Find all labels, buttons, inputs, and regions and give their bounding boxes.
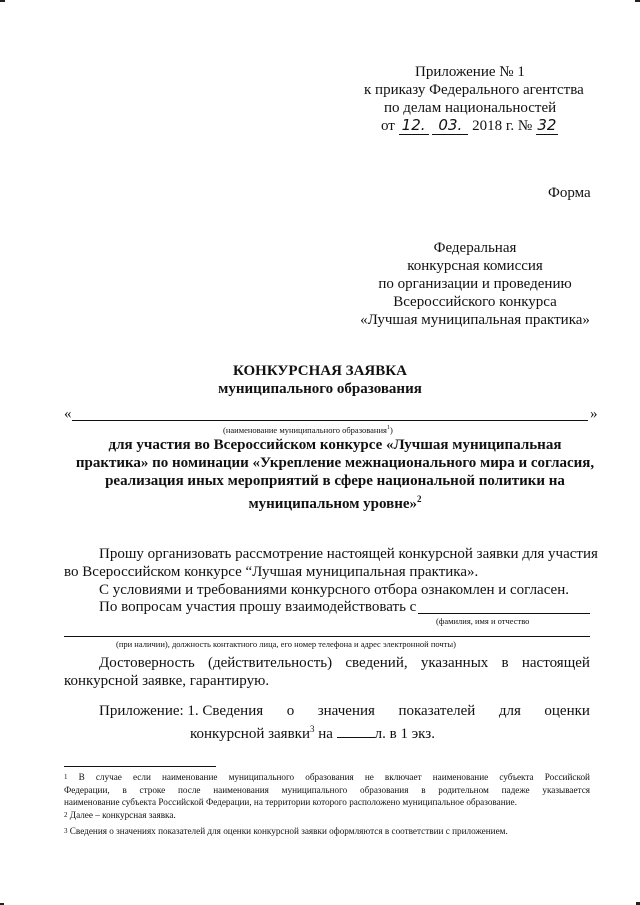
word: в bbox=[421, 784, 426, 795]
day-value: 12. bbox=[401, 116, 426, 134]
year-and-number-label: 2018 г. № bbox=[472, 118, 533, 134]
word: строке bbox=[139, 784, 166, 795]
footnote-1-line-1 bbox=[64, 771, 590, 784]
contact-caption-1: (фамилия, имя и отчество bbox=[436, 616, 530, 626]
footnote-separator bbox=[64, 766, 216, 767]
request-line-2: во Всероссийском конкурсе “Лучшая муниципальная практика». bbox=[64, 564, 479, 580]
word: значения bbox=[317, 703, 375, 719]
conditions-line: С условиями и требованиями конкурсного отбора ознакомлен и согласен. bbox=[99, 582, 569, 598]
scan-corner-mark bbox=[635, 0, 640, 2]
word: в bbox=[501, 655, 509, 671]
word: образования bbox=[305, 772, 354, 782]
attachment-line-2 bbox=[190, 720, 435, 743]
recipient-line: Всероссийского конкурса bbox=[393, 294, 557, 310]
word: для bbox=[498, 703, 521, 719]
word: оценки bbox=[544, 703, 590, 719]
reliability-line-1 bbox=[99, 654, 590, 672]
appendix-title: Приложение № 1 bbox=[415, 64, 525, 80]
appendix-date-line bbox=[381, 116, 558, 135]
date-prefix: от bbox=[381, 118, 395, 134]
footnote-2 bbox=[64, 809, 176, 822]
recipient-line: Федеральная bbox=[433, 240, 517, 256]
footnote-ref: 3 bbox=[309, 724, 315, 734]
footnote-mark: 2 bbox=[64, 811, 68, 819]
word: наименования bbox=[213, 784, 269, 795]
footnote-1 bbox=[64, 771, 590, 809]
contact-line: По вопросам участия прошу взаимодействовать с bbox=[99, 599, 417, 615]
participation-block bbox=[55, 436, 615, 513]
footnote-3 bbox=[64, 825, 508, 838]
caption-end: ) bbox=[389, 424, 393, 435]
word: муниципального bbox=[281, 784, 348, 795]
footnote-mark: 3 bbox=[64, 827, 68, 835]
contact-caption-2: (при наличии), должность контактного лица, его номер телефона и адрес электронной почты) bbox=[116, 639, 456, 649]
attachment-line-1 bbox=[99, 702, 590, 720]
word: если bbox=[132, 772, 151, 782]
word: в bbox=[122, 784, 127, 795]
form-label: Форма bbox=[548, 185, 591, 201]
word: показателей bbox=[398, 703, 476, 719]
contact-person-field[interactable] bbox=[418, 613, 590, 614]
participation-line: для участия во Всероссийском конкурсе «Лучшая муниципальная bbox=[108, 437, 562, 453]
word: наименование bbox=[161, 772, 218, 782]
word: о bbox=[286, 703, 295, 719]
footnote-1-line-3: наименование субъекта Российской Федерации, на территории которого расположено муниципальное образование. bbox=[64, 797, 517, 807]
municipality-name-field[interactable] bbox=[72, 420, 588, 421]
participation-line: практика» по номинации «Укрепление межнационального мира и согласия, bbox=[75, 455, 595, 471]
recipient-line: «Лучшая муниципальная практика» bbox=[360, 312, 590, 328]
reliability-line-2: конкурсной заявке, гарантирую. bbox=[64, 673, 270, 689]
footnote-1-line-2 bbox=[64, 784, 590, 797]
footnote-ref: 2 bbox=[417, 494, 422, 504]
request-line-1: Прошу организовать рассмотрение настоящей конкурсной заявки для участия bbox=[99, 546, 598, 562]
footnote-3-text: Сведения о значениях показателей для оценки конкурсной заявки оформляются в соответствии с приложением. bbox=[69, 826, 508, 836]
pages-count-field[interactable] bbox=[337, 723, 375, 738]
word: (действительность) bbox=[207, 655, 333, 671]
open-quote: « bbox=[64, 406, 72, 422]
word: Приложение: 1. Сведения bbox=[99, 703, 264, 719]
footnote-mark: 1 bbox=[64, 773, 68, 781]
month-value: 03. bbox=[438, 116, 463, 134]
recipient-line: по организации и проведению bbox=[378, 276, 572, 292]
word: муниципального bbox=[228, 772, 295, 782]
number-value: 32 bbox=[537, 116, 557, 134]
attachment-text: на bbox=[314, 726, 333, 742]
handwritten-day bbox=[399, 116, 429, 135]
word: родительном bbox=[438, 784, 489, 795]
participation-last-text: муниципальном уровне» bbox=[248, 496, 418, 512]
word: наименование bbox=[432, 772, 489, 782]
word: указанных bbox=[420, 655, 489, 671]
participation-line bbox=[55, 490, 615, 513]
caption-text: (наименование муниципального образования bbox=[223, 424, 387, 435]
close-quote: » bbox=[590, 406, 598, 422]
document-subtitle: муниципального образования bbox=[218, 381, 422, 397]
word: сведений, bbox=[345, 655, 408, 671]
attachment-text: конкурсной заявки bbox=[190, 726, 310, 742]
appendix-order-line: к приказу Федерального агентства bbox=[364, 82, 584, 98]
word: после bbox=[178, 784, 201, 795]
recipient-line: конкурсная комиссия bbox=[407, 258, 543, 274]
word: указывается bbox=[542, 784, 590, 795]
word: Федерации, bbox=[64, 784, 110, 795]
scan-corner-mark bbox=[0, 0, 5, 2]
appendix-agency-line: по делам национальностей bbox=[384, 100, 557, 116]
handwritten-month bbox=[432, 116, 468, 135]
word: включает bbox=[384, 772, 422, 782]
word: Российской bbox=[544, 772, 590, 782]
participation-line: реализация иных мероприятий в сфере национальной политики на bbox=[105, 473, 565, 489]
attachment-text: л. в 1 экз. bbox=[374, 726, 435, 742]
document-title: КОНКУРСНАЯ ЗАЯВКА bbox=[233, 363, 407, 379]
word: не bbox=[364, 772, 374, 782]
contact-details-field[interactable] bbox=[64, 636, 590, 637]
word: случае bbox=[95, 772, 122, 782]
recipient-block bbox=[325, 239, 625, 329]
handwritten-number bbox=[536, 116, 558, 135]
word: падеже bbox=[501, 784, 530, 795]
word: субъекта bbox=[499, 772, 534, 782]
word: образования bbox=[359, 784, 409, 795]
word: Достоверность bbox=[99, 655, 195, 671]
word: В bbox=[78, 772, 85, 782]
footnote-ref: 1 bbox=[386, 425, 390, 431]
footnote-2-text: Далее – конкурсная заявка. bbox=[69, 810, 176, 820]
word: настоящей bbox=[521, 655, 590, 671]
municipality-field-caption bbox=[223, 423, 393, 435]
